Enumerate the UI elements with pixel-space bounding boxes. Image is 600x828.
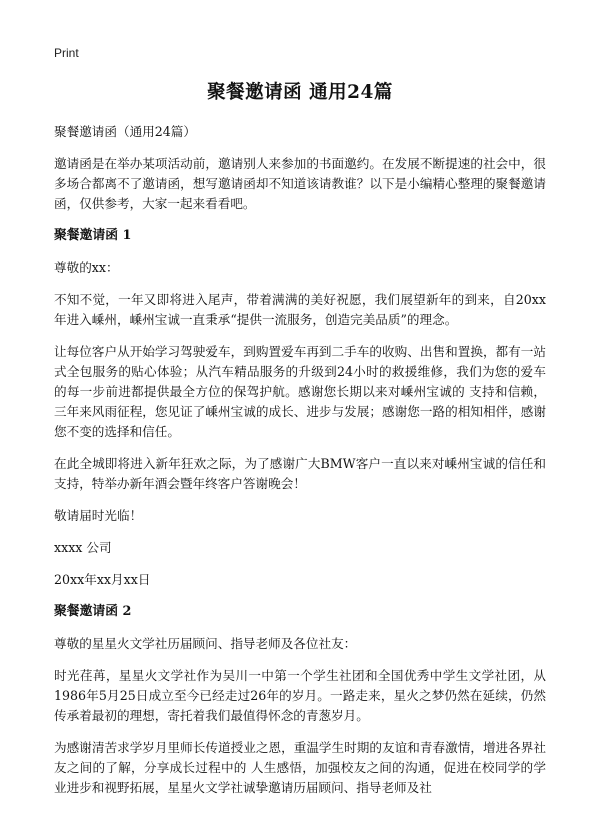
body-paragraph: 时光荏苒，星星火文学社作为吴川一中第一个学生社团和全国优秀中学生文学社团，从1986年5月25日成立至今已经走过26年的岁月。一路走来，星火之梦仍然在延续，仍然传承着最初的理想，寄托着我们最值得怀念的青葱岁月。 — [54, 668, 546, 723]
body-paragraph: 不知不觉，一年又即将进入尾声，带着满满的美好祝愿，我们展望新年的到来，自20xx年进入嵊州，嵊州宝诚一直秉承“提供一流服务，创造完美品质”的理念。 — [54, 292, 546, 327]
signature-date: 20xx年xx月xx日 — [54, 572, 151, 587]
print-link[interactable]: Print — [54, 46, 79, 60]
section-heading: 聚餐邀请函 2 — [54, 604, 132, 619]
salutation: 尊敬的星星火文学社历届顾问、指导老师及各位社友： — [54, 636, 357, 651]
page-title: 聚餐邀请函 通用24篇 — [207, 82, 393, 103]
closing-line: 敬请届时光临！ — [54, 508, 143, 523]
salutation: 尊敬的xx： — [54, 260, 119, 275]
intro-paragraph: 邀请函是在举办某项活动前，邀请别人来参加的书面邀约。在发展不断提速的社会中，很多场合都离不了邀请函，想写邀请函却不知道该请教谁？以下是小编精心整理的聚餐邀请函，仅供参考，大家一起来看看吧。 — [54, 156, 546, 211]
section-heading: 聚餐邀请函 1 — [54, 228, 132, 243]
body-paragraph: 为感谢清苦求学岁月里师长传道授业之恩，重温学生时期的友谊和青春激情，增进各界社友之间的了解，分享成长过程中的 人生感悟，加强校友之间的沟通，促进在校同学的学业进步和视野拓展，星星火文学社诚挚邀请历届顾问、指导老师及社 — [54, 740, 546, 795]
signature-company: xxxx 公司 — [54, 540, 112, 555]
document-body — [54, 122, 546, 810]
document-subtitle: 聚餐邀请函（通用24篇） — [54, 124, 196, 139]
body-paragraph: 在此全城即将进入新年狂欢之际，为了感谢广大BMW客户一直以来对嵊州宝诚的信任和支持，特举办新年酒会暨年终客户答谢晚会！ — [54, 456, 546, 491]
body-paragraph: 让每位客户从开始学习驾驶爱车，到购置爱车再到二手车的收购、出售和置换，都有一站式全包服务的贴心体验；从汽车精品服务的升级到24小时的救援维修，我们为您的爱车的每一步前进都提供最全方位的保驾护航。感谢您长期以来对嵊州宝诚的 支持和信赖，三年来风雨征程，您见证了嵊州宝诚的成长、进步与发展；感谢您一路的相知相伴，感谢您不变的选择和信任。 — [54, 344, 546, 439]
